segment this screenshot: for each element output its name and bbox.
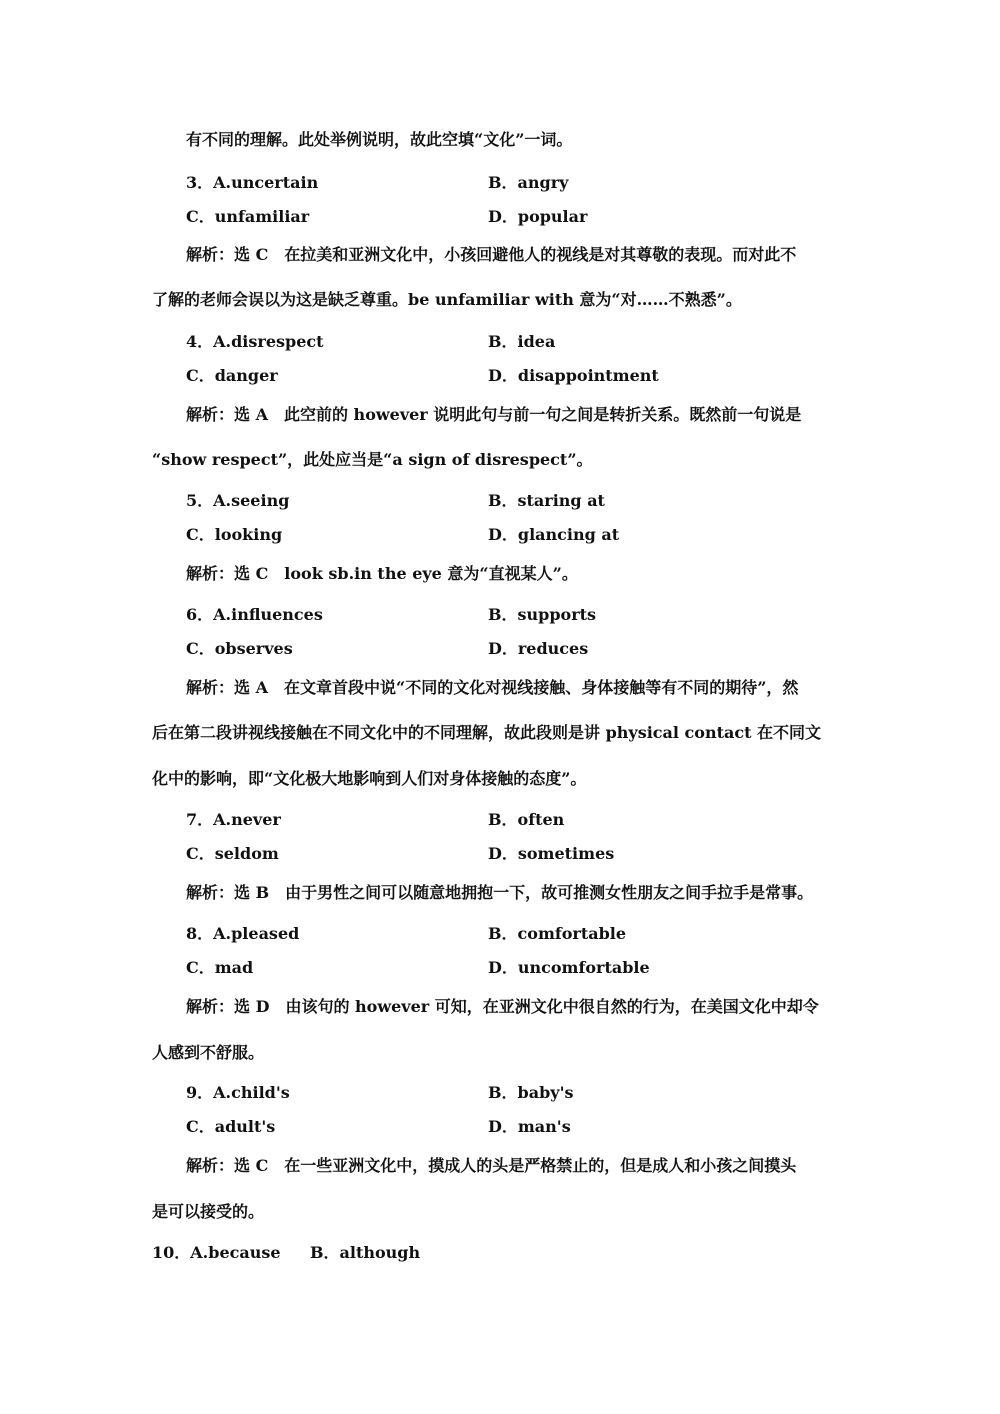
q4-option-c: C．danger bbox=[186, 366, 278, 385]
q6-option-d: D．reduces bbox=[488, 639, 589, 658]
q3-option-c: C．unfamiliar bbox=[186, 207, 310, 226]
q5-option-b: B．staring at bbox=[488, 491, 605, 510]
q5-option-d: D．glancing at bbox=[488, 525, 620, 544]
q5-option-a: 5．A.seeing bbox=[186, 491, 290, 510]
q9-option-d: D．man's bbox=[488, 1117, 571, 1136]
q4-analysis-line-1: 解析：选 A 此空前的 however 说明此句与前一句之间是转折关系。既然前一句说是 bbox=[186, 405, 802, 424]
q8-analysis-line-1: 解析：选 D 由该句的 however 可知，在亚洲文化中很自然的行为，在美国文化中却令 bbox=[186, 997, 819, 1016]
q10-option-a: 10．A.because bbox=[152, 1243, 281, 1262]
q4-analysis-line-2: “show respect”，此处应当是“a sign of disrespect”。 bbox=[152, 450, 593, 469]
q8-option-a: 8．A.pleased bbox=[186, 924, 300, 943]
q8-option-b: B．comfortable bbox=[488, 924, 627, 943]
q5-analysis-line-1: 解析：选 C look sb.in the eye 意为“直视某人”。 bbox=[186, 564, 578, 583]
q7-option-a: 7．A.never bbox=[186, 810, 281, 829]
q8-analysis-line-2: 人感到不舒服。 bbox=[152, 1043, 265, 1062]
q3-option-d: D．popular bbox=[488, 207, 588, 226]
q6-analysis-line-3: 化中的影响，即“文化极大地影响到人们对身体接触的态度”。 bbox=[152, 769, 587, 788]
q8-option-d: D．uncomfortable bbox=[488, 958, 650, 977]
q3-analysis-line-2: 了解的老师会误以为这是缺乏尊重。be unfamiliar with 意为“对……不熟悉”。 bbox=[152, 290, 742, 309]
q7-option-c: C．seldom bbox=[186, 844, 279, 863]
q4-option-b: B．idea bbox=[488, 332, 556, 351]
q8-option-c: C．mad bbox=[186, 958, 254, 977]
q3-option-b: B．angry bbox=[488, 173, 569, 192]
q6-option-b: B．supports bbox=[488, 605, 597, 624]
q3-analysis-line-1: 解析：选 C 在拉美和亚洲文化中，小孩回避他人的视线是对其尊敬的表现。而对此不 bbox=[186, 245, 797, 264]
q3-option-a: 3．A.uncertain bbox=[186, 173, 319, 192]
q7-option-d: D．sometimes bbox=[488, 844, 615, 863]
q10-option-b: B．although bbox=[310, 1243, 421, 1262]
intro-tail: 有不同的理解。此处举例说明，故此空填“文化”一词。 bbox=[186, 130, 573, 149]
q7-analysis-line-1: 解析：选 B 由于男性之间可以随意地拥抱一下，故可推测女性朋友之间手拉手是常事。 bbox=[186, 883, 814, 902]
q6-option-c: C．observes bbox=[186, 639, 293, 658]
q9-analysis-line-2: 是可以接受的。 bbox=[152, 1202, 265, 1221]
q7-option-b: B．often bbox=[488, 810, 565, 829]
q9-option-a: 9．A.child's bbox=[186, 1083, 290, 1102]
q6-option-a: 6．A.influences bbox=[186, 605, 323, 624]
q9-analysis-line-1: 解析：选 C 在一些亚洲文化中，摸成人的头是严格禁止的，但是成人和小孩之间摸头 bbox=[186, 1156, 797, 1175]
q4-option-d: D．disappointment bbox=[488, 366, 659, 385]
q6-analysis-line-1: 解析：选 A 在文章首段中说“不同的文化对视线接触、身体接触等有不同的期待”，然 bbox=[186, 678, 799, 697]
q6-analysis-line-2: 后在第二段讲视线接触在不同文化中的不同理解，故此段则是讲 physical contact 在不同文 bbox=[152, 723, 822, 742]
q4-option-a: 4．A.disrespect bbox=[186, 332, 324, 351]
q5-option-c: C．looking bbox=[186, 525, 283, 544]
q9-option-b: B．baby's bbox=[488, 1083, 574, 1102]
q9-option-c: C．adult's bbox=[186, 1117, 276, 1136]
